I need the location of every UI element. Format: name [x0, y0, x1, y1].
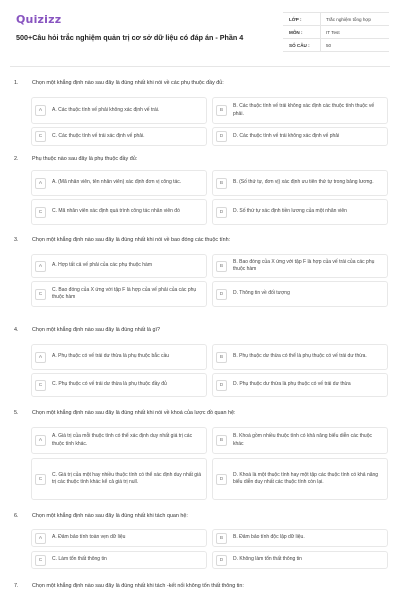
- question-number: 3.: [14, 237, 19, 243]
- option-text: B. Đảm bảo tính độc lập dữ liệu.: [233, 534, 305, 541]
- option-b[interactable]: [212, 529, 388, 547]
- option-b[interactable]: [212, 97, 388, 124]
- option-letter: C: [35, 474, 46, 485]
- option-letter: A: [35, 261, 46, 272]
- option-c[interactable]: [31, 199, 207, 225]
- option-letter: B: [216, 352, 227, 363]
- option-letter: D: [216, 207, 227, 218]
- option-text: B. Bao đóng của X ứng với tập F là hợp của vế trái của các phụ thuộc hàm: [233, 258, 375, 272]
- option-letter: C: [35, 131, 46, 142]
- option-text: C. Bao đóng của X ứng với tập F là hợp của vế phải của các phụ thuộc hàm: [52, 286, 197, 300]
- meta-row-class: [283, 13, 389, 26]
- option-a[interactable]: [31, 170, 207, 196]
- question-number: 2.: [14, 156, 19, 162]
- option-text: C. Giá trị của một hay nhiều thuộc tính có thể xác định duy nhất giá trị các thuộc tính khác kể cả giá trị null.: [52, 471, 201, 485]
- meta-row-subject: [283, 26, 389, 39]
- meta-value-subject: IT Test: [320, 26, 389, 38]
- option-letter: C: [35, 207, 46, 218]
- header-divider: [10, 66, 390, 67]
- worksheet-meta-table: [283, 12, 389, 52]
- option-b[interactable]: [212, 427, 388, 454]
- option-letter: B: [216, 178, 227, 189]
- question-text: Chọn một khẳng định nào sau đây là đúng nhất khi nói về khoá của lược đồ quan hệ:: [32, 410, 236, 416]
- option-b[interactable]: [212, 344, 388, 370]
- option-letter: B: [216, 261, 227, 272]
- meta-value-question-count: 50: [320, 39, 389, 51]
- option-letter: A: [35, 178, 46, 189]
- option-letter: B: [216, 435, 227, 446]
- option-d[interactable]: [212, 281, 388, 307]
- question-text: Chọn một khẳng định nào sau đây là đúng nhất khi tách quan hệ:: [32, 513, 188, 519]
- option-text: A. Các thuộc tính vế phải không xác định vế trái.: [52, 106, 160, 113]
- quizizz-logo[interactable]: Quizizz: [16, 13, 62, 26]
- option-d[interactable]: [212, 127, 388, 146]
- option-c[interactable]: [31, 373, 207, 397]
- question-text: Chọn một khẳng định nào sau đây là đúng nhất khi tách -kết nối không tổn thất thông tin:: [32, 583, 244, 589]
- option-b[interactable]: [212, 170, 388, 196]
- option-d[interactable]: [212, 551, 388, 569]
- question-text: Chọn một khẳng định nào sau đây là đúng nhất khi nói về các phụ thuộc đầy đủ:: [32, 80, 224, 86]
- option-text: A. Giá trị của mỗi thuộc tính có thể xác định duy nhất giá trị các thuộc tính khác.: [52, 433, 193, 447]
- question-text: Chọn một khẳng định nào sau đây là đúng nhất khi nói về bao đóng các thuộc tính:: [32, 237, 231, 243]
- option-text: D. Số thứ tự xác định tiền lương của một nhân viên: [233, 208, 347, 215]
- option-a[interactable]: [31, 427, 207, 454]
- option-c[interactable]: [31, 551, 207, 569]
- option-text: C. Phụ thuộc có vế trái dư thừa là phụ thuộc đầy đủ: [52, 381, 167, 388]
- option-text: B. Các thuộc tính vế trái không xác định các thuộc tính thuộc vế phải.: [233, 103, 375, 117]
- option-a[interactable]: [31, 254, 207, 278]
- option-text: C. Các thuộc tính vế trái xác định vế phải.: [52, 132, 145, 139]
- option-letter: A: [35, 352, 46, 363]
- option-letter: B: [216, 533, 227, 544]
- option-text: B. Phụ thuộc dư thừa có thể là phụ thuộc có vế trái dư thừa.: [233, 353, 367, 360]
- meta-row-question-count: [283, 39, 389, 52]
- question-text: Chọn một khẳng định nào sau đây là đúng nhất là gì?: [32, 327, 160, 333]
- option-c[interactable]: [31, 127, 207, 146]
- meta-key-class: LỚP :: [289, 16, 302, 22]
- meta-key-question-count: SỐ CÂU :: [289, 42, 310, 48]
- question-text: Phụ thuộc nào sau đây là phụ thuộc đầy đủ:: [32, 156, 138, 162]
- option-letter: D: [216, 380, 227, 391]
- option-text: B. Khoá gồm nhiều thuộc tính có khả năng biểu diễn các thuộc khác: [233, 433, 372, 447]
- meta-key-subject: MÔN :: [289, 29, 303, 35]
- question-number: 1.: [14, 80, 19, 86]
- option-letter: D: [216, 289, 227, 300]
- meta-value-class: Trắc nghiệm tổng hợp: [320, 13, 389, 25]
- option-letter: D: [216, 474, 227, 485]
- option-text: D. Khoá là một thuộc tính hay một tập các thuộc tính có khả năng biểu diễn duy nhất các thuộc tính còn lại.: [233, 471, 379, 485]
- option-c[interactable]: [31, 458, 207, 500]
- option-b[interactable]: [212, 254, 388, 278]
- option-d[interactable]: [212, 373, 388, 397]
- option-letter: B: [216, 105, 227, 116]
- option-text: B. (Số thứ tự, đơn vị) xác định ưu tiên thứ tự trong bảng lương.: [233, 179, 374, 186]
- option-text: C. Mã nhân viên xác định quá trình công tác nhân viên đó: [52, 208, 180, 215]
- option-a[interactable]: [31, 344, 207, 370]
- option-text: C. Làm tổn thất thông tin: [52, 556, 107, 563]
- option-text: A. Phụ thuộc có vế trái dư thừa là phụ thuộc bắc cầu: [52, 353, 170, 360]
- question-number: 4.: [14, 327, 19, 333]
- question-number: 6.: [14, 513, 19, 519]
- option-text: D. Thông tin về đối tượng: [233, 290, 290, 297]
- option-text: A. Hợp tất cả vế phải của các phụ thuộc hàm: [52, 262, 153, 269]
- option-text: D. Các thuộc tính vế trái không xác định vế phải: [233, 132, 340, 139]
- question-number: 5.: [14, 410, 19, 416]
- option-letter: C: [35, 380, 46, 391]
- option-c[interactable]: [31, 281, 207, 307]
- option-letter: C: [35, 289, 46, 300]
- option-text: D. Phụ thuộc dư thừa là phụ thuộc có vế trái dư thừa: [233, 381, 351, 388]
- option-letter: D: [216, 555, 227, 566]
- option-text: A. Đảm bảo tính toàn vẹn dữ liệu: [52, 534, 126, 541]
- option-letter: D: [216, 131, 227, 142]
- option-letter: C: [35, 555, 46, 566]
- option-letter: A: [35, 435, 46, 446]
- option-letter: A: [35, 105, 46, 116]
- question-number: 7.: [14, 583, 19, 589]
- option-a[interactable]: [31, 97, 207, 124]
- option-text: A. (Mã nhân viên, tên nhân viên) xác định đơn vị công tác.: [52, 179, 182, 186]
- option-text: D. Không làm tổn thất thông tin: [233, 556, 302, 563]
- option-a[interactable]: [31, 529, 207, 547]
- option-letter: A: [35, 533, 46, 544]
- option-d[interactable]: [212, 199, 388, 225]
- worksheet-header: [0, 0, 400, 66]
- document-title: 500+Câu hỏi trắc nghiệm quản trị cơ sở dữ liệu có đáp án - Phần 4: [16, 33, 244, 42]
- option-d[interactable]: [212, 458, 388, 500]
